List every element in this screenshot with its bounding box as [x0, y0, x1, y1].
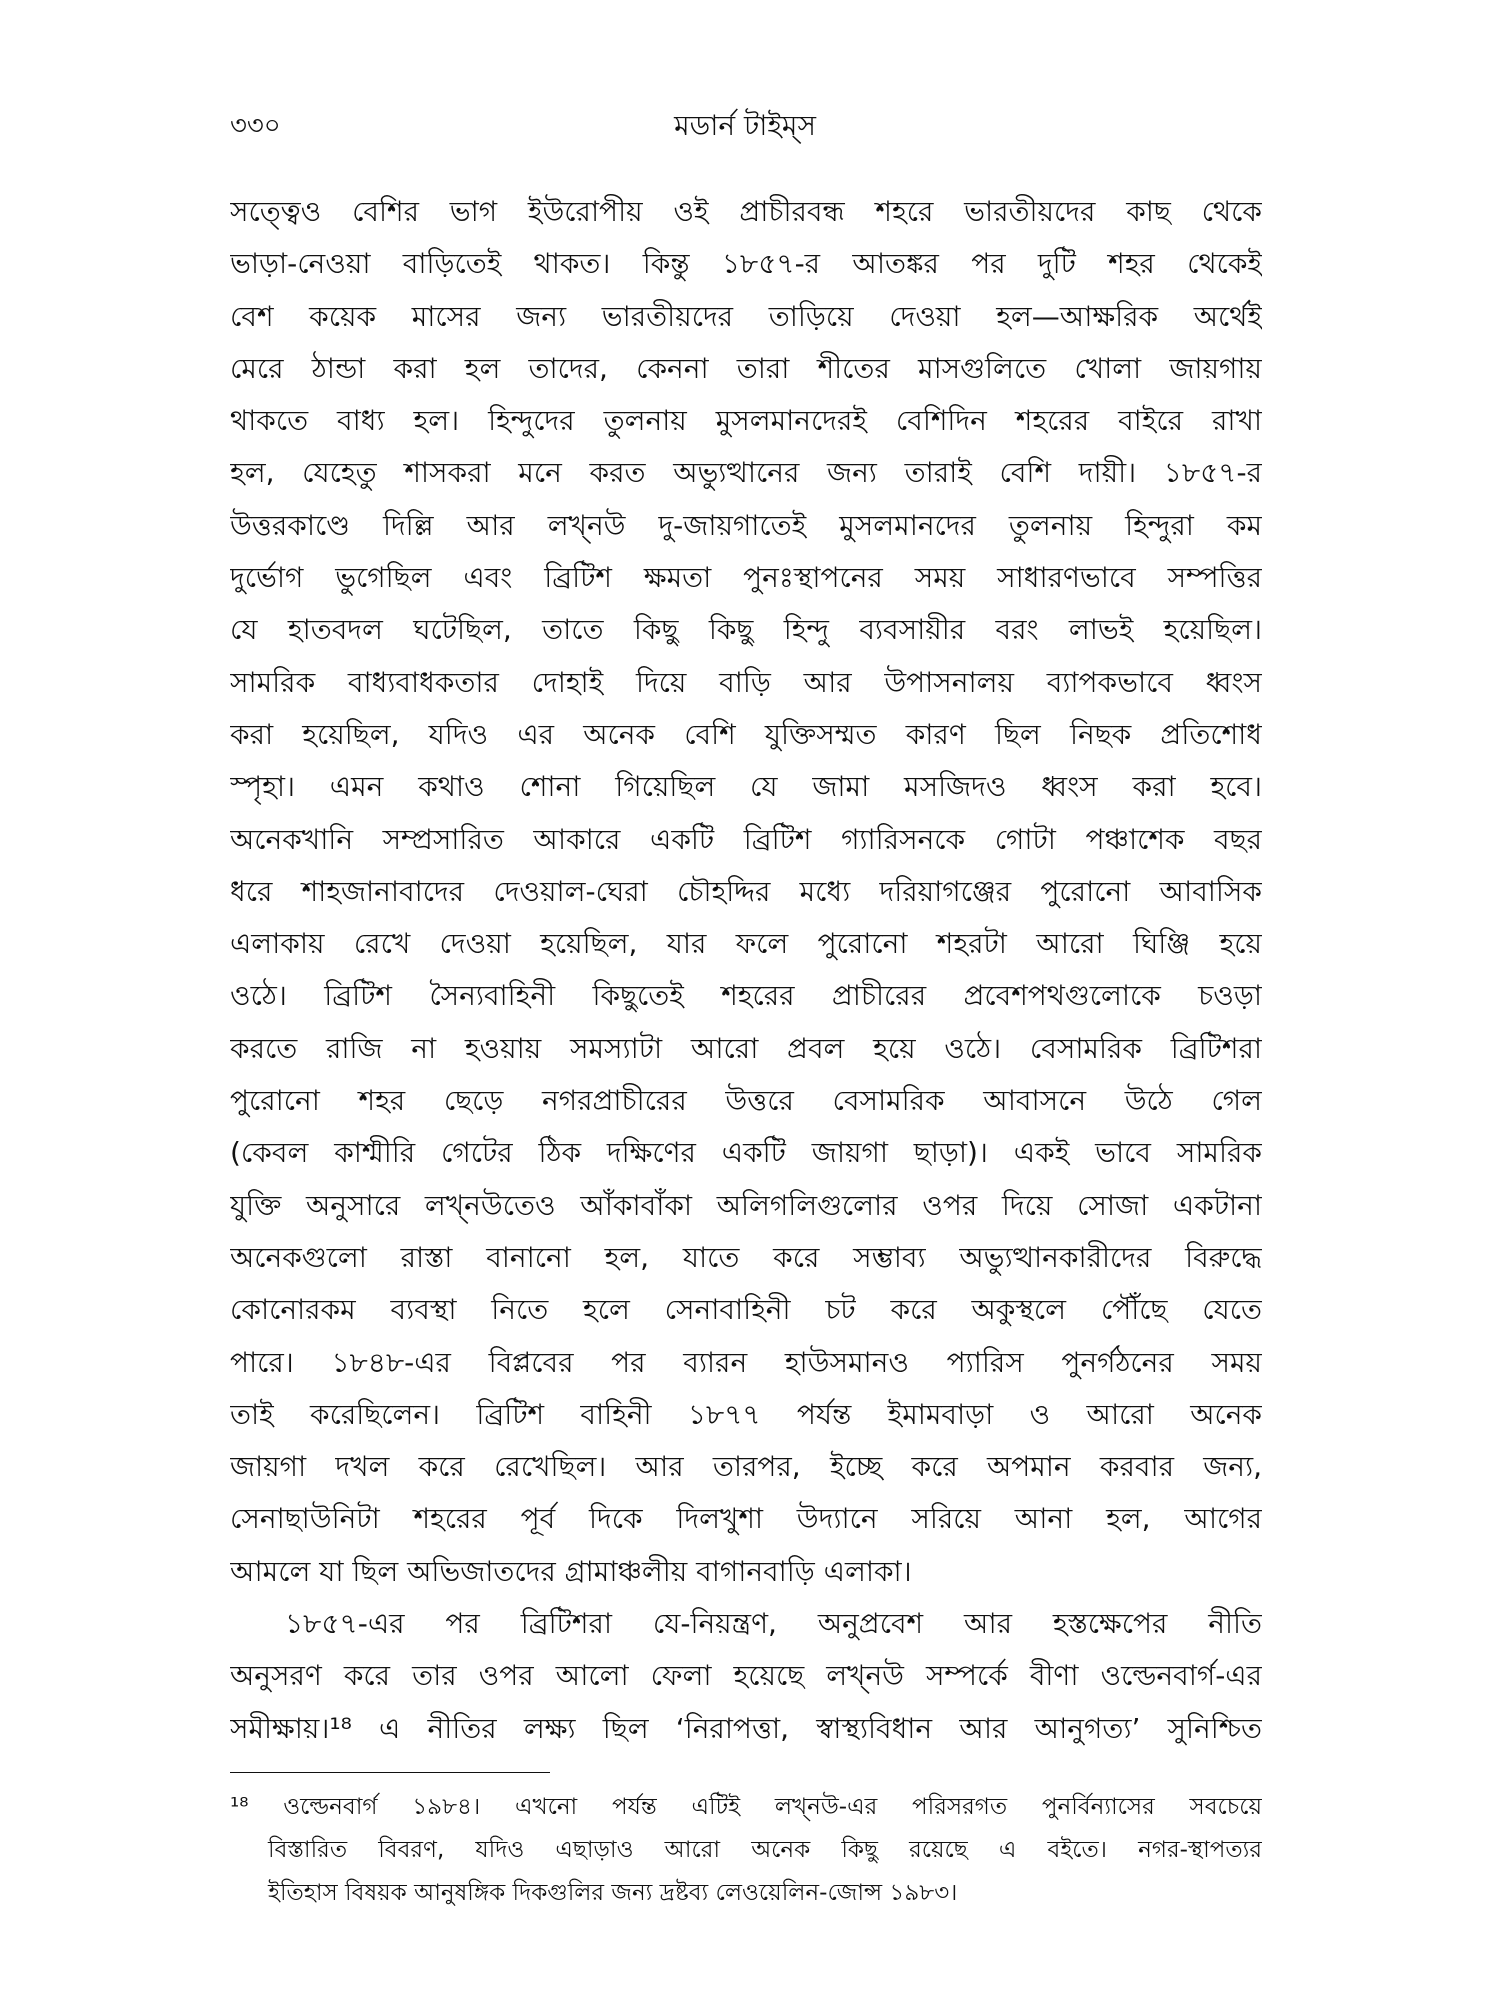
running-header [230, 106, 1260, 150]
text-line: জায়গা দখল করে রেখেছিল। আর তারপর, ইচ্ছে করে অপমান করবার জন্য, [230, 1450, 1262, 1484]
text-line: করা হয়েছিল, যদিও এর অনেক বেশি যুক্তিসম্মত কারণ ছিল নিছক প্রতিশোধ [230, 717, 1262, 751]
text-line: থাকতে বাধ্য হল। হিন্দুদের তুলনায় মুসলমানদেরই বেশিদিন শহরের বাইরে রাখা [230, 404, 1262, 438]
text-line: সেনাছাউনিটা শহরের পূর্ব দিকে দিলখুশা উদ্যানে সরিয়ে আনা হল, আগের [230, 1502, 1262, 1536]
text-line: অনুসরণ করে তার ওপর আলো ফেলা হয়েছে লখ্নউ সম্পর্কে বীণা ওল্ডেনবার্গ-এর [230, 1659, 1262, 1693]
text-line: অনেকখানি সম্প্রসারিত আকারে একটি ব্রিটিশ গ্যারিসনকে গোটা পঞ্চাশেক বছর [230, 822, 1262, 856]
text-line: এলাকায় রেখে দেওয়া হয়েছিল, যার ফলে পুরোনো শহরটা আরো ঘিঞ্জি হয়ে [230, 927, 1262, 961]
text-line: পারে। ১৮৪৮-এর বিপ্লবের পর ব্যারন হাউসমানও প্যারিস পুনর্গঠনের সময় [230, 1345, 1262, 1379]
paragraph-end-line: আমলে যা ছিল অভিজাতদের গ্রামাঞ্চলীয় বাগানবাড়ি এলাকা। [230, 1554, 912, 1588]
text-line: যে হাতবদল ঘটেছিল, তাতে কিছু কিছু হিন্দু ব্যবসায়ীর বরং লাভই হয়েছিল। [230, 613, 1262, 647]
footnote-line: বিস্তারিত বিবরণ, যদিও এছাড়াও আরো অনেক কিছু রয়েছে এ বইতে। নগর-স্থাপত্যর [268, 1837, 1262, 1863]
text-line: স্পৃহা। এমন কথাও শোনা গিয়েছিল যে জামা মসজিদও ধ্বংস করা হবে। [230, 770, 1262, 804]
paragraph-start-line: ১৮৫৭-এর পর ব্রিটিশরা যে-নিয়ন্ত্রণ, অনুপ্রবেশ আর হস্তক্ষেপের নীতি [285, 1607, 1262, 1641]
text-line: হল, যেহেতু শাসকরা মনে করত অভ্যুত্থানের জন্য তারাই বেশি দায়ী। ১৮৫৭-র [230, 456, 1262, 490]
running-title: মডার্ন টাইম্‌স [674, 109, 816, 142]
text-line: দুর্ভোগ ভুগেছিল এবং ব্রিটিশ ক্ষমতা পুনঃস্থাপনের সময় সাধারণভাবে সম্পত্তির [230, 561, 1262, 595]
text-line: অনেকগুলো রাস্তা বানানো হল, যাতে করে সম্ভাব্য অভ্যুত্থানকারীদের বিরুদ্ধে [230, 1240, 1262, 1274]
text-line: কোনোরকম ব্যবস্থা নিতে হলে সেনাবাহিনী চট করে অকুস্থলে পৌঁছে যেতে [230, 1293, 1262, 1327]
text-line: পুরোনো শহর ছেড়ে নগরপ্রাচীরের উত্তরে বেসামরিক আবাসনে উঠে গেল [230, 1084, 1262, 1118]
text-line: উত্তরকাণ্ডে দিল্লি আর লখ্নউ দু-জায়গাতেই মুসলমানদের তুলনায় হিন্দুরা কম [230, 508, 1262, 542]
footnote-line: ¹⁸ ওল্ডেনবার্গ ১৯৮৪। এখনো পর্যন্ত এটিই লখ্নউ-এর পরিসরগত পুনর্বিন্যাসের সবচেয়ে [230, 1794, 1262, 1820]
text-line: করতে রাজি না হওয়ায় সমস্যাটা আরো প্রবল হয়ে ওঠে। বেসামরিক ব্রিটিশরা [230, 1031, 1262, 1065]
footnote-divider [230, 1772, 550, 1773]
footnote-18 [230, 1786, 1262, 1915]
text-line: ওঠে। ব্রিটিশ সৈন্যবাহিনী কিছুতেই শহরের প্রাচীরের প্রবেশপথগুলোকে চওড়া [230, 979, 1262, 1013]
text-line: তাই করেছিলেন। ব্রিটিশ বাহিনী ১৮৭৭ পর্যন্ত ইমামবাড়া ও আরো অনেক [230, 1397, 1262, 1431]
text-line: মেরে ঠান্ডা করা হল তাদের, কেননা তারা শীতের মাসগুলিতে খোলা জায়গায় [230, 351, 1262, 385]
text-line: বেশ কয়েক মাসের জন্য ভারতীয়দের তাড়িয়ে দেওয়া হল—আক্ষরিক অর্থেই [230, 299, 1262, 333]
text-line: ধরে শাহজানাবাদের দেওয়াল-ঘেরা চৌহদ্দির মধ্যে দরিয়াগঞ্জের পুরোনো আবাসিক [230, 874, 1262, 908]
text-line: যুক্তি অনুসারে লখ্নউতেও আঁকাবাঁকা অলিগলিগুলোর ওপর দিয়ে সোজা একটানা [230, 1188, 1262, 1222]
text-line: সত্ত্বেও বেশির ভাগ ইউরোপীয় ওই প্রাচীরবন্ধ শহরে ভারতীয়দের কাছ থেকে [230, 195, 1262, 228]
text-line: সামরিক বাধ্যবাধকতার দোহাই দিয়ে বাড়ি আর উপাসনালয় ব্যাপকভাবে ধ্বংস [230, 665, 1262, 699]
text-line: (কেবল কাশ্মীরি গেটের ঠিক দক্ষিণের একটি জায়গা ছাড়া)। একই ভাবে সামরিক [230, 1136, 1262, 1170]
text-line: ভাড়া-নেওয়া বাড়িতেই থাকত। কিন্তু ১৮৫৭-র আতঙ্কর পর দুটি শহর থেকেই [230, 247, 1262, 281]
main-text [230, 186, 1262, 1755]
text-line: সমীক্ষায়।¹⁸ এ নীতির লক্ষ্য ছিল ‘নিরাপত্তা, স্বাস্থ্যবিধান আর আনুগত্য’ সুনিশ্চিত [230, 1711, 1262, 1745]
footnote-line: ইতিহাস বিষয়ক আনুষঙ্গিক দিকগুলির জন্য দ্রষ্টব্য লেওয়েলিন-জোন্স ১৯৮৩। [268, 1880, 958, 1906]
page-number: ৩৩০ [230, 111, 281, 141]
